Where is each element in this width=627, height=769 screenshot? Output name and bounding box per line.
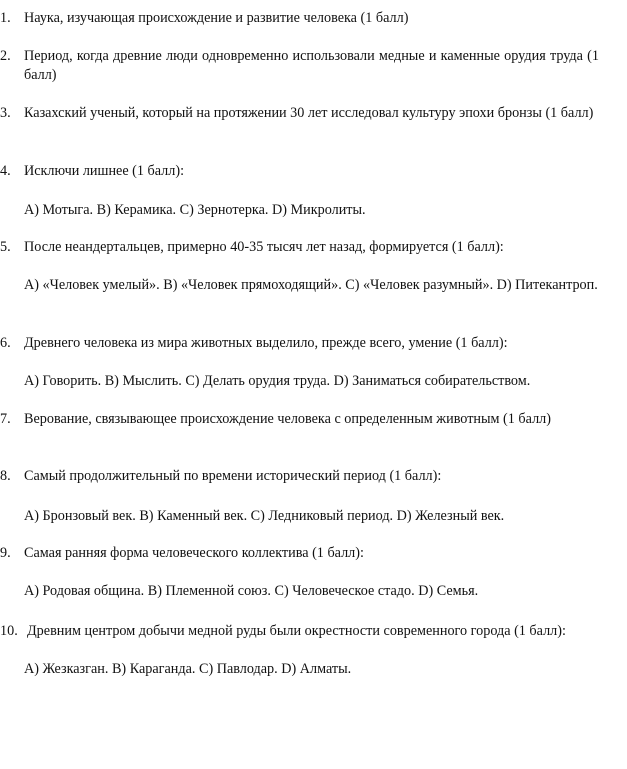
question-text: Самый продолжительный по времени исторический период (1 балл): (24, 468, 442, 484)
question-number: 8. (0, 468, 11, 484)
question-text: Исключи лишнее (1 балл): (24, 163, 185, 179)
question-number: 2. (0, 48, 11, 64)
question-number: 5. (0, 239, 11, 255)
answer-options: A) Мотыга. B) Керамика. C) Зернотерка. D) Микролиты. (24, 202, 366, 218)
question-number: 3. (0, 105, 11, 121)
question-text: Период, когда древние люди одновременно использовали медные и каменные орудия труда (1 балл) (24, 48, 599, 83)
answer-options: A) «Человек умелый». B) «Человек прямоходящий». C) «Человек разумный». D) Питекантроп. (24, 277, 598, 293)
question-text: Казахский ученый, который на протяжении 30 лет исследовал культуру эпохи бронзы (1 балл) (24, 105, 594, 121)
question-number: 4. (0, 163, 11, 179)
question-number: 10. (0, 623, 18, 639)
answer-options: A) Говорить. B) Мыслить. C) Делать орудия труда. D) Заниматься собирательством. (24, 373, 531, 389)
question-number: 9. (0, 545, 11, 561)
answer-options: A) Родовая община. B) Племенной союз. C) Человеческое стадо. D) Семья. (24, 583, 479, 599)
question-number: 6. (0, 335, 11, 351)
question-text: Древним центром добычи медной руды были окрестности современного города (1 балл): (27, 623, 566, 639)
question-text: Древнего человека из мира животных выделило, прежде всего, умение (1 балл): (24, 335, 508, 351)
question-text: Наука, изучающая происхождение и развитие человека (1 балл) (24, 10, 409, 26)
question-text: Верование, связывающее происхождение человека с определенным животным (1 балл) (24, 411, 551, 427)
question-number: 1. (0, 10, 11, 26)
answer-options: A) Жезказган. B) Караганда. C) Павлодар. D) Алматы. (24, 661, 352, 677)
question-text: Самая ранняя форма человеческого коллектива (1 балл): (24, 545, 364, 561)
question-number: 7. (0, 411, 11, 427)
answer-options: A) Бронзовый век. B) Каменный век. C) Ледниковый период. D) Железный век. (24, 508, 505, 524)
question-text: После неандертальцев, примерно 40-35 тысяч лет назад, формируется (1 балл): (24, 239, 504, 255)
